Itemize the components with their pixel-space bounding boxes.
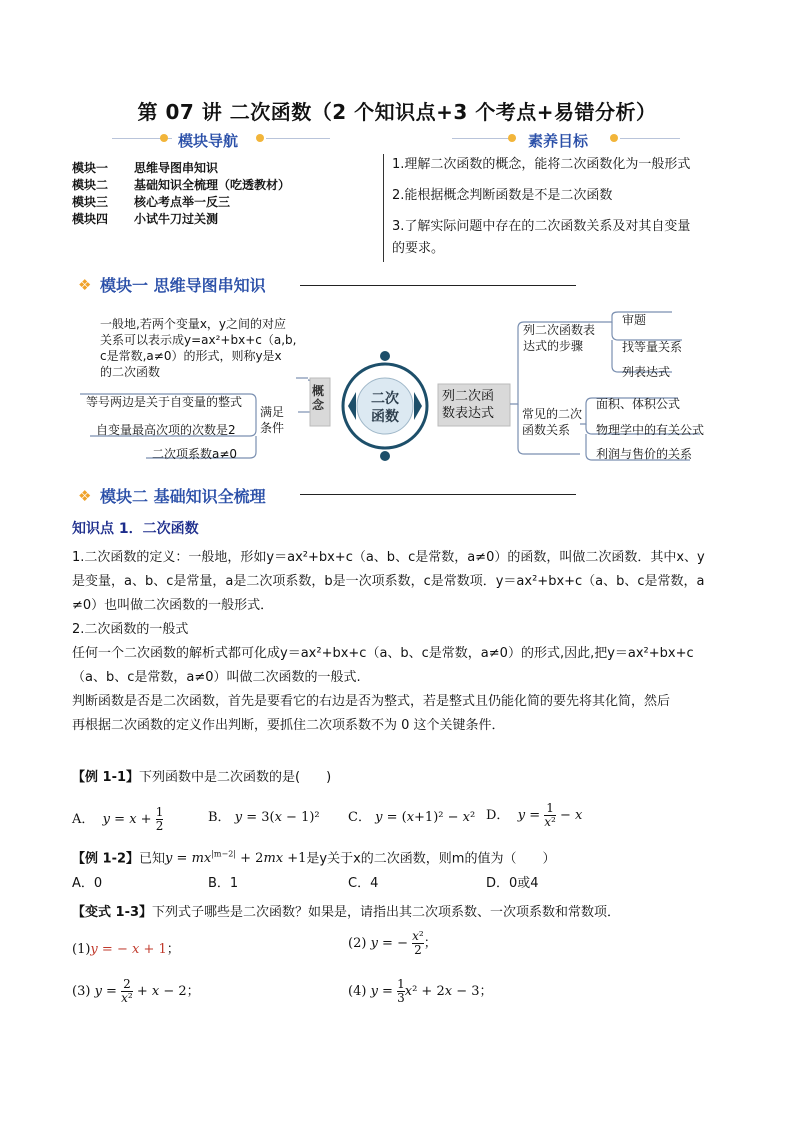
- section2-heading: 模块二 基础知识全梳理: [100, 487, 266, 506]
- ex1-option-c: C． y = (x+1)² − x²: [348, 810, 476, 825]
- ex2-option-c: C．4: [348, 876, 379, 891]
- ex2-stem: 【例 1-2】已知$y = mx^{|m-2|} + 2mx +1$是y关于x的二次函数，则m的值为（ ）: [72, 850, 556, 867]
- ex3-stem: 【变式 1-3】下列式子哪些是二次函数？如果是，请指出其二次项系数、一次项系数和常数项．: [72, 905, 621, 920]
- nav-dot-right: [256, 134, 264, 142]
- diamond-icon: ❖: [78, 487, 92, 505]
- ex3-item-2: (2) y = − $\frac{\text{x²}}{2}$ ；: [348, 929, 437, 957]
- nav-row-3: 模块三 核心考点举一反三: [72, 195, 231, 209]
- nav-row-1: 模块一 思维导图串知识: [72, 161, 219, 175]
- kp1-title: 知识点 1．二次函数: [72, 521, 199, 537]
- mm-definition: 一般地,若两个变量x，y之间的对应 关系可以表示成y=ax²+bx+c（a,b, c是常数,a≠0）的形式，则称y是x 的二次函数: [100, 317, 297, 379]
- section2-rule: [300, 494, 576, 495]
- ex1-option-a: A． y = x + $\frac{1}{2}$: [72, 805, 164, 833]
- page-title: 第 07 讲 二次函数（2 个知识点+3 个考点+易错分析）: [137, 100, 657, 124]
- goals-list: [392, 154, 732, 269]
- mm-common-3: 利润与售价的关系: [596, 447, 693, 461]
- mm-common-2: 物理学中的有关公式: [596, 423, 705, 437]
- ex3-item-4: (4) y = $\frac{1}{3}$ x² + 2x − 3；: [348, 977, 493, 1005]
- mm-condition-label: 满足 条件: [260, 405, 285, 435]
- goal-2: 2.能根据概念判断函数是不是二次函数: [392, 188, 613, 203]
- nav-row-2: 模块二 基础知识全梳理（吃透教材）: [72, 178, 291, 192]
- mm-condition-1: 等号两边是关于自变量的整式: [86, 395, 243, 409]
- ex3-item-1: (1)y = − x + 1；: [72, 942, 180, 957]
- mm-step-3: 列表达式: [622, 365, 671, 379]
- goal-1: 1.理解二次函数的概念，能将二次函数化为一般形式: [392, 157, 691, 172]
- diamond-icon: ❖: [78, 276, 92, 294]
- mm-common-1: 面积、体积公式: [596, 397, 681, 411]
- nav-table: [72, 160, 290, 228]
- mm-condition-2: 自变量最高次项的次数是2: [96, 423, 236, 437]
- mm-steps-label: 列二次函数表 达式的步骤: [523, 323, 596, 353]
- ex1-option-d: D． y = $\frac{1}{\text{x²}}$ − x: [486, 801, 583, 829]
- ex2-option-d: D．0或4: [486, 876, 539, 891]
- goals-line-right: [620, 138, 680, 139]
- nav-heading: 模块导航: [178, 132, 239, 150]
- goals-dot-right: [610, 134, 618, 142]
- ex1-option-b: B． y = 3(x − 1)²: [208, 810, 320, 825]
- ex1-stem: 【例 1-1】下列函数中是二次函数的是( ): [72, 770, 332, 785]
- mm-right-node: 列二次函 数表达式: [442, 389, 495, 421]
- goal-3-cont: 的要求。: [392, 241, 445, 256]
- goals-heading: 素养目标: [528, 132, 589, 150]
- mm-step-1: 审题: [622, 313, 647, 327]
- goals-dot-left: [508, 134, 516, 142]
- section1-heading: 模块一 思维导图串知识: [100, 276, 266, 295]
- ex3-item-3: (3) y = $\frac{2}{\text{x²}}$ + x − 2；: [72, 977, 200, 1005]
- kp1-definition: 1.二次函数的定义：一般地，形如y＝ax²+bx+c（a、b、c是常数，a≠0）的函数，叫做二次函数．其中x、y 是变量，a、b、c是常量，a是二次项系数，b是一次项系数，c是常数项．y＝ax²+bx+c（a、b、c是常数，a ≠0）也叫做二次函数的一般形式． 2.二次函数的一般式 任何一个二次函数的解析式都可化成y＝ax²+bx+c（a、b、c是常数，a≠0）的形式,因此,把y＝ax²+bx+c （a、b、c是常数，a≠0）叫做二次函数的一般式. 判断函数是否是二次函数，首先是要看它的右边是否为整式，若是整式且仍能化简的要先将其化简，然后 再根据二次函数的定义作出判断，要抓住二次项系数不为 0 这个关键条件．: [72, 550, 705, 733]
- mm-common-label: 常见的二次 函数关系: [522, 407, 583, 437]
- nav-line-right: [266, 138, 330, 139]
- ex2-option-a: A．0: [72, 876, 103, 891]
- column-divider: [383, 154, 384, 262]
- ex2-option-b: B．1: [208, 876, 239, 891]
- section1-rule: [300, 285, 576, 286]
- goals-line-left: [452, 138, 516, 139]
- goal-3: 3.了解实际问题中存在的二次函数关系及对其自变量: [392, 219, 691, 234]
- mm-center-node: 二次 函数: [371, 391, 399, 425]
- mm-condition-3: 二次项系数a≠0: [152, 447, 238, 461]
- mm-concept-node: 概念: [312, 384, 325, 412]
- nav-dot-left: [160, 134, 168, 142]
- mm-step-2: 找等量关系: [622, 340, 683, 354]
- nav-row-4: 模块四 小试牛刀过关测: [72, 212, 219, 226]
